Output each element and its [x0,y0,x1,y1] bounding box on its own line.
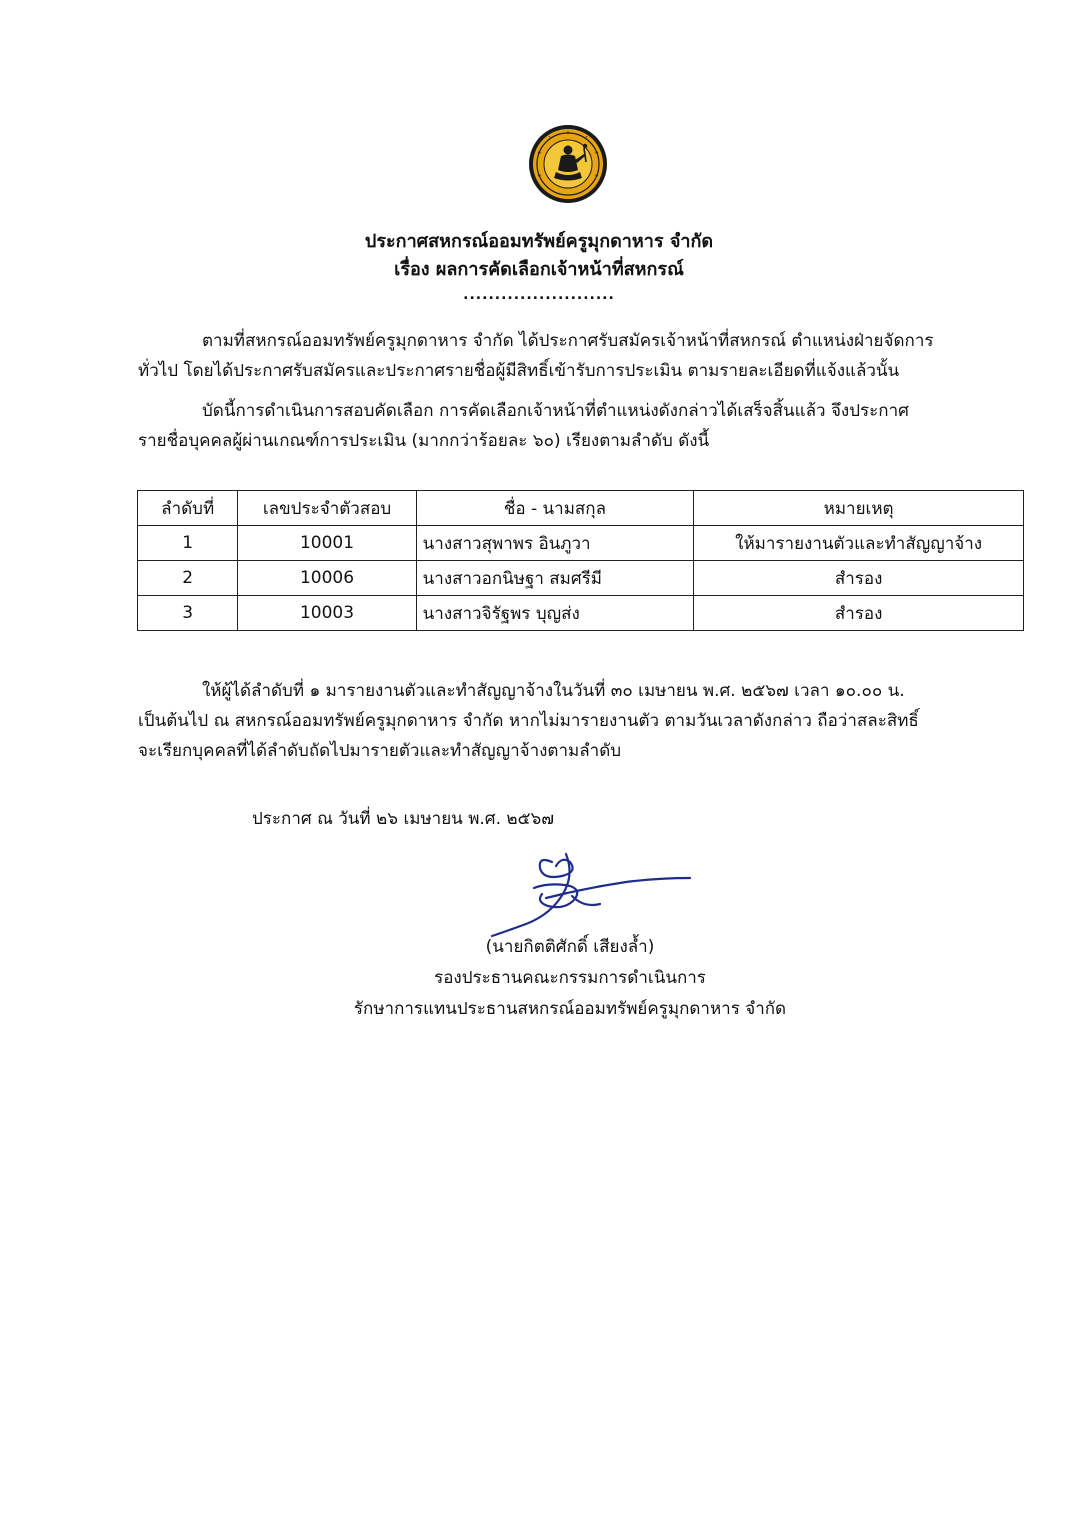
selection-results-table [137,490,1024,631]
intro-line-2: ทั่วไป โดยได้ประกาศรับสมัครและประกาศรายชื่อผู้มีสิทธิ์เข้ารับการประเมิน ตามรายละเอียดที่แจ้งแล้วนั้น [138,361,900,381]
table-row [138,596,1024,631]
result-paragraph [138,396,988,456]
heading-divider: ........................ [463,287,615,303]
cell-exam-id: 10001 [238,526,416,561]
notice-line-2: เป็นต้นไป ณ สหกรณ์ออมทรัพย์ครูมุกดาหาร จำกัด หากไม่มารายงานตัว ตามวันเวลาดังกล่าว ถือว่าสละสิทธิ์ [138,711,919,731]
table-row [138,561,1024,596]
cell-full-name: นางสาวจิรัฐพร บุญส่ง [416,596,694,631]
report-notice-paragraph [138,676,988,766]
handwritten-signature [486,852,696,942]
announcement-date: ประกาศ ณ วันที่ ๒๖ เมษายน พ.ศ. ๒๕๖๗ [252,809,555,829]
notice-line-1: ให้ผู้ได้ลำดับที่ ๑ มารายงานตัวและทำสัญญาจ้างในวันที่ ๓๐ เมษายน พ.ศ. ๒๕๖๗ เวลา ๑๐.๐๐ น. [202,681,905,701]
cooperative-seal-logo [528,124,608,204]
announcement-subject: เรื่อง ผลการคัดเลือกเจ้าหน้าที่สหกรณ์ [394,259,684,280]
cell-order: 2 [138,561,238,596]
result-line-1: บัดนี้การดำเนินการสอบคัดเลือก การคัดเลือกเจ้าหน้าที่ตำแหน่งดังกล่าวได้เสร็จสิ้นแล้ว จึงประกาศ [202,401,909,421]
cell-exam-id: 10006 [238,561,416,596]
cell-order: 3 [138,596,238,631]
announcement-title: ประกาศสหกรณ์ออมทรัพย์ครูมุกดาหาร จำกัด [364,231,714,252]
cell-full-name: นางสาวสุพาพร อินภูวา [416,526,694,561]
signer-acting-position: รักษาการแทนประธานสหกรณ์ออมทรัพย์ครูมุกดาหาร จำกัด [353,999,787,1019]
header-remark: หมายเหตุ [694,491,1024,526]
cell-exam-id: 10003 [238,596,416,631]
signer-block [0,932,1078,1025]
signer-name: (นายกิตติศักดิ์ เสียงล้ำ) [485,937,655,957]
notice-line-3: จะเรียกบุคคลที่ได้ลำดับถัดไปมารายตัวและทำสัญญาจ้างตามลำดับ [138,741,622,761]
header-exam-id: เลขประจำตัวสอบ [238,491,416,526]
signer-position: รองประธานคณะกรรมการดำเนินการ [434,968,706,988]
intro-line-1: ตามที่สหกรณ์ออมทรัพย์ครูมุกดาหาร จำกัด ได้ประกาศรับสมัครเจ้าหน้าที่สหกรณ์ ตำแหน่งฝ่ายจัดการ [202,331,934,351]
table-header-row [138,491,1024,526]
cell-remark: สำรอง [694,561,1024,596]
intro-paragraph [138,326,988,386]
cell-remark: สำรอง [694,596,1024,631]
result-line-2: รายชื่อบุคคลผู้ผ่านเกณฑ์การประเมิน (มากกว่าร้อยละ ๖๐) เรียงตามลำดับ ดังนี้ [138,431,710,451]
cell-remark: ให้มารายงานตัวและทำสัญญาจ้าง [694,526,1024,561]
table-row [138,526,1024,561]
document-heading [0,228,1078,306]
cell-full-name: นางสาวอกนิษฐา สมศรีมี [416,561,694,596]
header-order: ลำดับที่ [138,491,238,526]
header-full-name: ชื่อ - นามสกุล [416,491,694,526]
cell-order: 1 [138,526,238,561]
